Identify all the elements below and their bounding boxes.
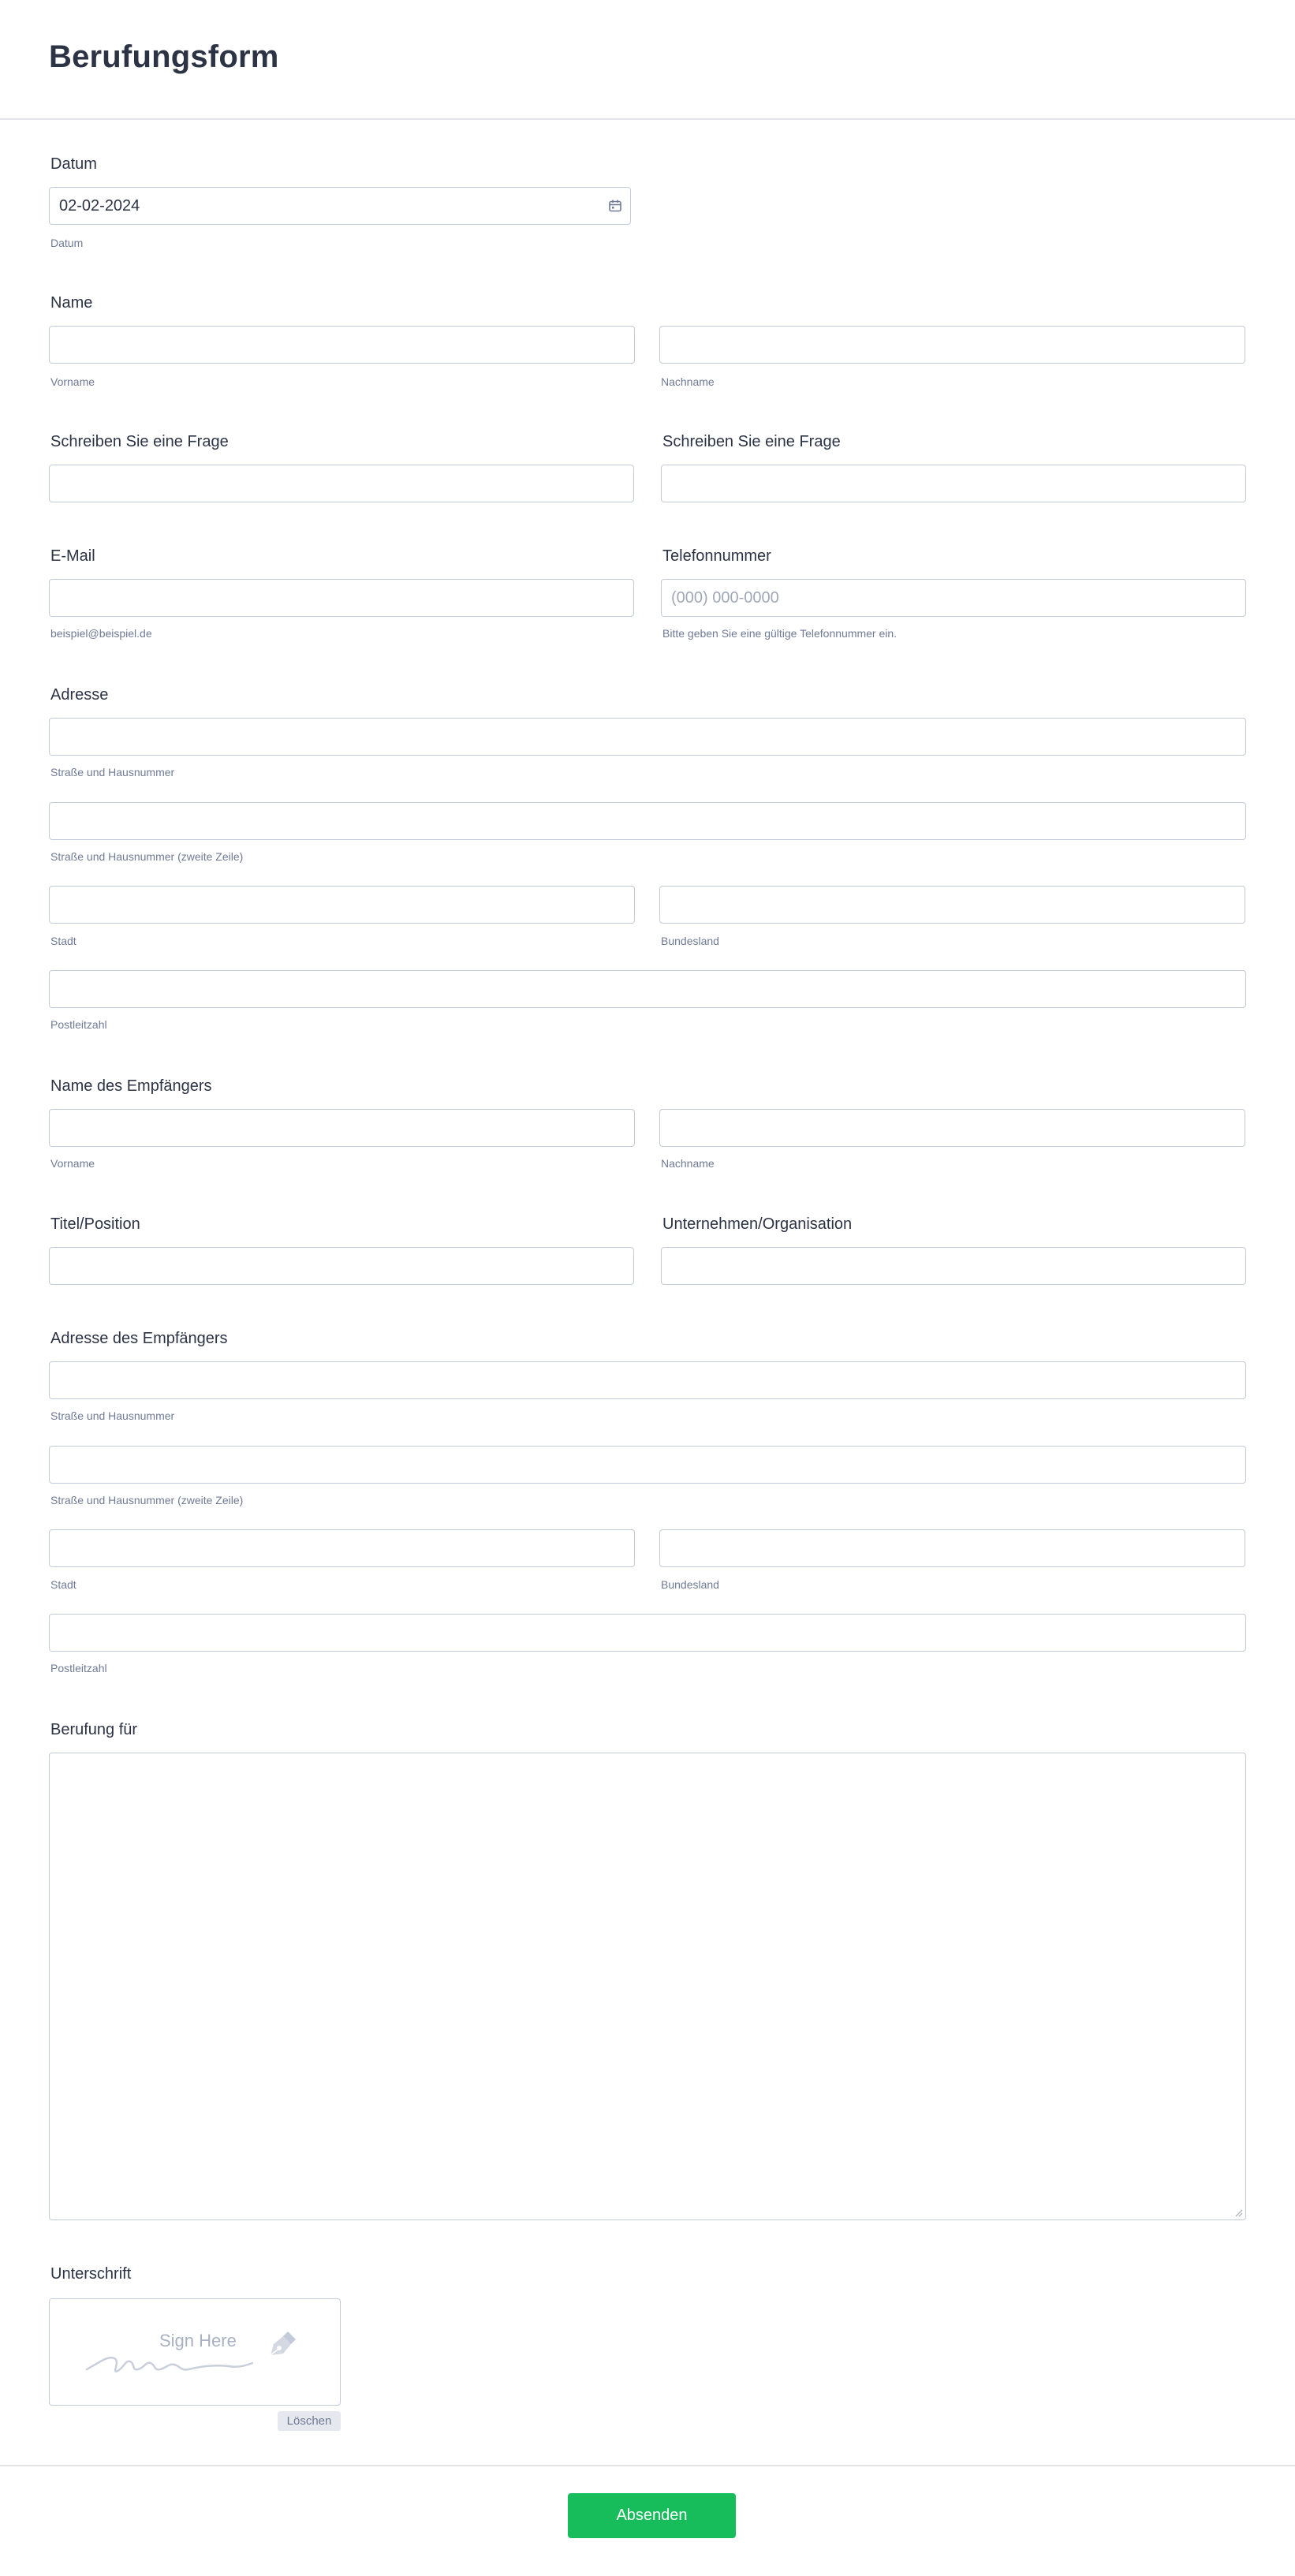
address-state-sublabel: Bundesland — [661, 935, 719, 947]
phone-sublabel: Bitte geben Sie eine gültige Telefonnummer ein. — [662, 627, 898, 640]
recipient-address-street-sublabel: Straße und Hausnummer — [50, 1409, 175, 1422]
question-1-label: Schreiben Sie eine Frage — [50, 433, 229, 450]
signature-placeholder-text: Sign Here — [159, 2331, 237, 2350]
recipient-address-state-input[interactable] — [659, 1529, 1245, 1567]
date-label: Datum — [50, 155, 97, 173]
address-street-input[interactable] — [49, 718, 1246, 756]
address-zip-input[interactable] — [49, 970, 1246, 1008]
first-name-input[interactable] — [49, 326, 635, 364]
company-input[interactable] — [661, 1247, 1246, 1285]
recipient-address-city-input[interactable] — [49, 1529, 635, 1567]
date-sublabel: Datum — [50, 237, 84, 249]
first-name-sublabel: Vorname — [50, 375, 95, 388]
question-2-input[interactable] — [661, 465, 1246, 502]
company-label: Unternehmen/Organisation — [662, 1215, 853, 1233]
calendar-icon[interactable] — [608, 199, 622, 213]
recipient-first-name-input[interactable] — [49, 1109, 635, 1147]
address-label: Adresse — [50, 686, 109, 704]
address-city-input[interactable] — [49, 886, 635, 924]
pen-nib-icon — [263, 2328, 299, 2365]
address-street-sublabel: Straße und Hausnummer — [50, 766, 175, 778]
appeal-textarea[interactable] — [49, 1753, 1246, 2220]
email-sublabel: beispiel@beispiel.de — [50, 627, 152, 640]
email-label: E-Mail — [50, 547, 95, 565]
recipient-last-name-sublabel: Nachname — [661, 1157, 715, 1170]
title-position-input[interactable] — [49, 1247, 634, 1285]
signature-label: Unterschrift — [50, 2265, 132, 2283]
address-street2-sublabel: Straße und Hausnummer (zweite Zeile) — [50, 850, 244, 863]
recipient-address-city-sublabel: Stadt — [50, 1578, 77, 1591]
address-city-sublabel: Stadt — [50, 935, 77, 947]
email-input[interactable] — [49, 579, 634, 617]
address-zip-sublabel: Postleitzahl — [50, 1018, 107, 1031]
name-label: Name — [50, 294, 93, 312]
question-1-input[interactable] — [49, 465, 634, 502]
title-position-label: Titel/Position — [50, 1215, 140, 1233]
recipient-address-label: Adresse des Empfängers — [50, 1330, 228, 1347]
appeal-label: Berufung für — [50, 1721, 138, 1738]
footer-divider — [0, 2465, 1295, 2466]
recipient-first-name-sublabel: Vorname — [50, 1157, 95, 1170]
recipient-address-street2-input[interactable] — [49, 1446, 1246, 1484]
phone-input[interactable] — [661, 579, 1246, 617]
question-2-label: Schreiben Sie eine Frage — [662, 433, 841, 450]
resize-grip-icon[interactable] — [1233, 2208, 1243, 2217]
form-header — [0, 0, 1295, 120]
form-title: Berufungsform — [49, 39, 279, 74]
recipient-last-name-input[interactable] — [659, 1109, 1245, 1147]
recipient-address-zip-input[interactable] — [49, 1614, 1246, 1652]
last-name-sublabel: Nachname — [661, 375, 715, 388]
last-name-input[interactable] — [659, 326, 1245, 364]
recipient-address-zip-sublabel: Postleitzahl — [50, 1662, 107, 1674]
submit-button[interactable]: Absenden — [568, 2493, 736, 2538]
recipient-address-street-input[interactable] — [49, 1361, 1246, 1399]
recipient-name-label: Name des Empfängers — [50, 1077, 212, 1095]
address-state-input[interactable] — [659, 886, 1245, 924]
date-value: 02-02-2024 — [59, 197, 140, 215]
recipient-address-state-sublabel: Bundesland — [661, 1578, 719, 1591]
recipient-address-street2-sublabel: Straße und Hausnummer (zweite Zeile) — [50, 1494, 244, 1506]
signature-clear-button[interactable]: Löschen — [278, 2411, 341, 2431]
address-street2-input[interactable] — [49, 802, 1246, 840]
phone-label: Telefonnummer — [662, 547, 771, 565]
